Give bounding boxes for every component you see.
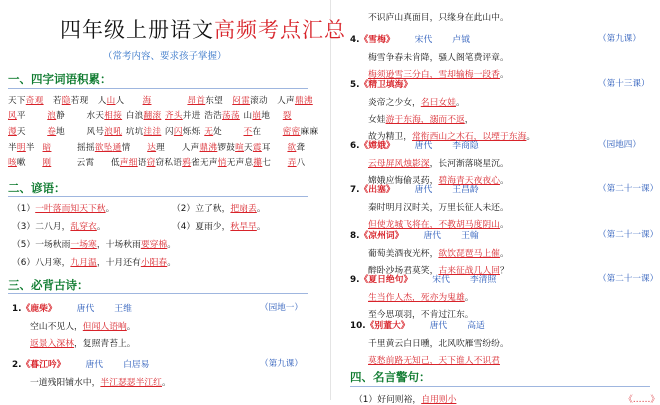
idiom-grid (8, 92, 322, 170)
poem-text: 女娃 (368, 115, 386, 125)
idiom-highlight: 洼洼 (143, 126, 162, 137)
poem-blank: 但闻人语响 (82, 322, 127, 332)
proverb-prefix: 二八月， (35, 222, 71, 232)
idiom-plain: 八 (296, 158, 306, 169)
idiom-plain: 聋 (296, 142, 306, 153)
idiom-plain: 风号 (86, 126, 105, 137)
poem-text: ， (464, 115, 474, 125)
poem-header (350, 272, 496, 285)
poem-number: 9. (350, 275, 360, 285)
proverb-blank: 乱穿衣 (70, 222, 97, 232)
poem-line (368, 246, 509, 259)
poem-number: 1. (12, 304, 22, 314)
poem-header (350, 182, 479, 195)
poem-header (350, 77, 412, 90)
idiom-plain: 水天 (86, 111, 105, 122)
idiom-plain: 地 (261, 111, 271, 122)
idiom-highlight: 咳 (8, 158, 17, 169)
proverb-number: （6） (12, 258, 36, 268)
poem-author: 王昌龄 (452, 185, 479, 195)
poem-text: 。 (526, 132, 536, 142)
idiom (8, 125, 47, 137)
poem-title: 《精卫填海》 (359, 80, 413, 90)
poem-title: 《嫦娥》 (359, 141, 395, 151)
poem-author: 高适 (467, 321, 485, 331)
poem-lesson: （园地一） (260, 303, 303, 313)
poem-line (368, 156, 509, 169)
poem-line (368, 290, 474, 303)
proverb-prefix: 立了秋， (195, 204, 231, 214)
poem-line (368, 95, 465, 108)
poem-text: 炎帝之少女， (368, 98, 421, 108)
poem-header (350, 228, 479, 241)
poem-text: 至今思项羽，不肯过江东。 (368, 310, 474, 320)
idiom (283, 109, 322, 121)
idiom-highlight: 齐头 (165, 111, 183, 122)
proverb-middle: ，十场秋雨 (96, 240, 141, 250)
idiom-row (8, 123, 322, 139)
idiom-highlight: 闷雷 (232, 95, 251, 106)
poem-author: 王维 (114, 304, 132, 314)
poem-dynasty: 唐代 (423, 231, 442, 241)
proverb-blank: 一叶落而知天下秋 (35, 204, 106, 214)
section-underline (350, 386, 650, 387)
idiom-highlight: 鼎沸 (199, 142, 218, 153)
idiom (126, 125, 165, 137)
idiom (218, 156, 254, 168)
idiom (147, 141, 182, 153)
proverb-tail: 。 (167, 258, 177, 268)
proverb-tail: 。 (96, 222, 106, 232)
idiom (232, 94, 277, 106)
idiom-plain: 并进 (182, 111, 201, 122)
poem-title: 《出塞》 (359, 185, 395, 195)
proverb-blank: 九月温 (70, 258, 97, 268)
poem-lesson: （第九课） (260, 359, 303, 369)
idiom (87, 125, 126, 137)
poem-number: 10. (350, 321, 366, 331)
poem-lesson: （第二十一课） (598, 274, 659, 284)
idiom (277, 94, 322, 106)
poem-text: 梅雪争春未肯降，骚人阁笔费评章。 (368, 53, 509, 63)
right-column (342, 0, 660, 405)
idiom-highlight: 奇观 (25, 95, 44, 106)
page-title (60, 14, 346, 44)
proverb-prefix: 一场秋雨 (35, 240, 71, 250)
poem-header (12, 357, 149, 370)
poem-header (350, 32, 470, 45)
poem-line (368, 112, 474, 125)
idiom-highlight: 鼎沸 (294, 95, 313, 106)
idiom-plain: 平 (16, 111, 26, 122)
idiom-highlight: 不 (243, 126, 253, 137)
poem-number: 8. (350, 231, 360, 241)
poem-text: 。 (464, 293, 474, 303)
idiom (253, 141, 288, 153)
idiom-highlight: 隐 (61, 95, 71, 106)
idiom-plain: 在 (252, 126, 262, 137)
poem-text: 。 (499, 176, 509, 186)
poem-blank: 梅须逊雪三分白，雪却输梅一段香 (368, 70, 500, 80)
quote-blank: 自用则小 (421, 395, 457, 405)
proverb-number: （3） (12, 222, 36, 232)
quote-number: （1） (354, 395, 378, 405)
poem-author: 李清照 (469, 275, 497, 285)
idiom (87, 109, 126, 121)
idiom (42, 156, 76, 168)
poem-blank: 返景入深林 (30, 339, 74, 349)
idiom-highlight: 裂 (282, 111, 292, 122)
poem-text: 千里黄云白日曛，北风吹雁雪纷纷。 (368, 339, 509, 349)
poem-text: 秦时明月汉时关，万里长征人未还。 (368, 203, 509, 213)
poem-header (12, 301, 132, 314)
poem-blank: 常衔西山之木石，以堙于东海 (412, 132, 527, 142)
poem-author: 王翰 (461, 231, 479, 241)
proverb-prefix: 夏雨少， (195, 222, 231, 232)
poem-dynasty: 唐代 (414, 141, 433, 151)
idiom-highlight: 欲坠 (94, 142, 113, 153)
idiom-plain: 理 (156, 142, 165, 153)
poem-header (350, 318, 485, 331)
poem-title: 《鹿柴》 (21, 304, 57, 314)
idiom (283, 125, 322, 137)
idiom (244, 109, 283, 121)
idiom-highlight: 卷 (47, 126, 57, 137)
section-underline (8, 293, 308, 294)
section-heading-poems: 三、必背古诗： (8, 278, 89, 292)
poem-blank: 半江瑟瑟半江红 (100, 378, 162, 388)
poem-author: 李商隐 (452, 141, 479, 151)
poem-blank: 碧海青天夜夜心 (438, 176, 500, 186)
poem-text: 嫦娥应悔偷灵药， (368, 176, 439, 186)
poem-blank: 名曰女娃 (420, 98, 456, 108)
proverb-middle: ，十月还有 (96, 258, 141, 268)
idiom (53, 94, 98, 106)
idiom-plain: 麻麻 (300, 126, 319, 137)
idiom (287, 141, 322, 153)
idiom-plain: 人声 (277, 95, 295, 106)
idiom-plain: 人声 (181, 142, 200, 153)
page-subtitle: （常考内容、要求孩子掌握） (103, 51, 227, 62)
idiom-plain: 人 (115, 95, 125, 106)
poem-number: 7. (350, 185, 360, 195)
proverb-item (172, 219, 266, 232)
column-divider (330, 0, 331, 400)
idiom (217, 141, 253, 153)
idiom (147, 156, 183, 168)
idiom (165, 109, 204, 121)
proverb-tail: 。 (167, 240, 177, 250)
poem-text: 葡萄美酒夜光杯， (368, 249, 439, 259)
idiom (288, 156, 322, 168)
poem-text: 故为精卫， (368, 132, 412, 142)
idiom (126, 109, 165, 121)
idiom-highlight: 震 (252, 142, 262, 153)
idiom-plain: 白浪 (125, 111, 144, 122)
idiom-plain: 雀无声 (191, 158, 218, 169)
idiom-plain: 若现 (70, 95, 89, 106)
poem-text: 。 (499, 249, 509, 259)
poem-line (368, 50, 509, 63)
proverb-number: （1） (12, 204, 36, 214)
proverb-number: （4） (172, 222, 196, 232)
idiom (253, 156, 287, 168)
poem-dynasty: 唐代 (76, 304, 95, 314)
idiom-plain: 滚动 (250, 95, 268, 106)
proverb-tail: 。 (256, 222, 266, 232)
proverb-blank: 一场寒 (70, 240, 97, 250)
idiom (43, 141, 78, 153)
idiom-plain: 人 (97, 95, 107, 106)
idiom (204, 109, 243, 121)
idiom-highlight: 声细 (119, 158, 138, 169)
idiom-plain: 七 (262, 158, 272, 169)
proverb-item (172, 201, 266, 214)
poem-dynasty: 唐代 (429, 321, 448, 331)
poem-title: 《凉州词》 (359, 231, 404, 241)
idiom-plain: 天下 (8, 95, 26, 106)
poem-blank: 古来征战几人回 (438, 266, 500, 276)
proverb-blank: 要穿棉 (140, 240, 168, 250)
idiom (8, 141, 43, 153)
poem-blank: 生当作人杰，死亦为鬼雄 (368, 293, 465, 303)
poem-dynasty: 宋代 (414, 35, 433, 45)
quote-line (354, 392, 456, 405)
idiom-highlight: 鸦 (182, 158, 192, 169)
idiom (47, 109, 86, 121)
poem-line (368, 336, 509, 349)
proverb-blank: 小阳春 (140, 258, 168, 268)
idiom (8, 94, 53, 106)
idiom-highlight: 喧 (235, 142, 245, 153)
proverb-blank: 把扇丢 (230, 204, 257, 214)
idiom-plain: 东望 (205, 95, 224, 106)
idiom (8, 156, 42, 168)
idiom (113, 141, 148, 153)
idiom-plain: 浩浩 (204, 111, 223, 122)
poem-line (30, 375, 171, 388)
idiom-highlight: 浪 (47, 111, 57, 122)
section-underline (8, 88, 308, 89)
idiom-highlight: 攥 (253, 158, 263, 169)
idiom-highlight: 荡荡 (222, 111, 240, 122)
idiom (187, 94, 232, 106)
poem-line (368, 353, 500, 366)
proverb-number: （2） (172, 204, 196, 214)
idiom (244, 125, 283, 137)
proverb-item (12, 237, 176, 250)
idiom-plain: 情 (121, 142, 131, 153)
idiom-highlight: 无 (204, 126, 214, 137)
poem-line (30, 319, 136, 332)
idiom-plain: 坑坑 (125, 126, 144, 137)
idiom (8, 109, 47, 121)
poem-text: 。 (456, 98, 465, 108)
poem-text: ，复照青苔上。 (74, 339, 136, 349)
poem-lesson: （园地四） (598, 140, 641, 150)
poem-text: 一道残阳铺水中， (30, 378, 101, 388)
idiom-highlight: 密密 (282, 126, 301, 137)
poem-header (350, 138, 479, 151)
idiom-highlight: 昂首 (187, 95, 206, 106)
idiom-highlight: 风 (8, 111, 17, 122)
idiom-plain: 半 (8, 142, 17, 153)
corner-text: 《……》 (624, 395, 660, 405)
idiom-highlight: 海 (142, 95, 152, 106)
idiom-plain: 无声息 (226, 158, 254, 169)
idiom-highlight: 刚 (42, 158, 52, 169)
idiom-row (8, 92, 322, 108)
poem-dynasty: 唐代 (85, 360, 104, 370)
idiom-highlight: 达 (147, 142, 157, 153)
idiom-highlight: 窃 (146, 158, 156, 169)
poem-text: ？ (499, 266, 509, 276)
section-heading-idioms: 一、四字词语积累： (8, 72, 112, 86)
idiom-highlight: 通 (112, 142, 122, 153)
poem-author: 白居易 (123, 360, 150, 370)
idiom-highlight: 悄 (217, 158, 227, 169)
idiom-highlight: 山 (106, 95, 116, 106)
idiom (77, 141, 113, 153)
idiom-highlight: 弄 (287, 158, 297, 169)
poem-text: 。 (499, 220, 509, 230)
idiom (111, 156, 147, 168)
idiom-highlight: 漫 (8, 126, 17, 137)
proverb-prefix: 八月寒， (35, 258, 71, 268)
idiom (47, 125, 86, 137)
title-black: 四年级上册语文 (60, 18, 214, 42)
poem-lesson: （第二十一课） (598, 184, 659, 194)
continued-poem-line: 不识庐山真面目，只缘身在此山中。 (368, 13, 509, 23)
poem-number: 2. (12, 360, 22, 370)
poem-lesson: （第二十一课） (598, 230, 659, 240)
idiom-plain: 半 (25, 142, 35, 153)
poem-title: 《暮江吟》 (21, 360, 66, 370)
idiom-highlight: 翻滚 (143, 111, 162, 122)
idiom-plain: 窃私语 (155, 158, 183, 169)
poem-number: 6. (350, 141, 360, 151)
poem-text: 空山不见人， (30, 322, 83, 332)
idiom-highlight: 欲 (287, 142, 297, 153)
poem-author: 卢钺 (452, 35, 470, 45)
poem-title: 《雪梅》 (359, 35, 395, 45)
proverb-tail: 。 (256, 204, 266, 214)
poem-text: ，长河渐落晓星沉。 (429, 159, 509, 169)
idiom-plain: 语 (137, 158, 147, 169)
idiom-plain: 静 (56, 111, 66, 122)
idiom-plain: 烁烁 (182, 126, 201, 137)
title-red: 高频考点汇总 (214, 18, 346, 42)
proverb-tail: 。 (105, 204, 115, 214)
idiom-highlight: 浪吼 (104, 126, 123, 137)
poem-blank: 莫愁前路无知己，天下谁人不识君 (368, 356, 500, 366)
idiom-plain: 耳 (261, 142, 271, 153)
idiom-plain: 处 (213, 126, 223, 137)
idiom-row (8, 154, 322, 170)
poem-blank: 云母屏风烛影深 (368, 159, 430, 169)
poem-blank: 游于东海，溺而不返 (385, 115, 465, 125)
idiom (165, 125, 204, 137)
poem-line (30, 336, 136, 349)
poem-text: 。 (126, 322, 136, 332)
idiom-highlight: 相接 (104, 111, 123, 122)
idiom-plain: 摇摇 (77, 142, 95, 153)
proverb-item (12, 219, 106, 232)
poem-lesson: （第九课） (598, 34, 641, 44)
idiom-highlight: 暗 (42, 142, 52, 153)
poem-lesson: （第十三课） (598, 79, 650, 89)
idiom-plain: 锣鼓 (217, 142, 236, 153)
poem-number: 4. (350, 35, 360, 45)
idiom-plain: 若 (52, 95, 62, 106)
idiom-plain: 天 (16, 126, 26, 137)
idiom-plain: 山 (243, 111, 253, 122)
idiom (98, 94, 143, 106)
section-underline (8, 196, 308, 197)
proverb-item (12, 201, 114, 214)
idiom-row (8, 139, 322, 155)
poem-line (368, 200, 509, 213)
proverb-blank: 秋旱早 (230, 222, 257, 232)
poem-text: 。 (161, 378, 171, 388)
poem-title: 《夏日绝句》 (359, 275, 413, 285)
proverb-number: （5） (12, 240, 36, 250)
poem-text: 。 (499, 70, 509, 80)
idiom-plain: 闪 (165, 126, 174, 137)
poem-number: 5. (350, 80, 360, 90)
poem-title: 《别董大》 (365, 321, 410, 331)
section-heading-proverbs: 二、谚语： (8, 181, 66, 195)
idiom-plain: 低 (110, 158, 120, 169)
poem-dynasty: 宋代 (432, 275, 450, 285)
proverb-item (12, 255, 176, 268)
idiom-highlight: 崩 (252, 111, 262, 122)
idiom-plain: 云霄 (76, 158, 95, 169)
poem-text: 醉卧沙场君莫笑， (368, 266, 439, 276)
idiom (143, 94, 188, 106)
poem-blank: 但使龙城飞将在，不教胡马度阴山 (368, 220, 500, 230)
idiom (77, 156, 111, 168)
idiom-highlight: 明 (16, 142, 26, 153)
idiom-highlight: 闪 (173, 126, 183, 137)
idiom-plain: 嗽 (16, 158, 26, 169)
poem-blank: 欲饮琵琶马上催 (438, 249, 500, 259)
quote-prefix: 好问则裕， (377, 395, 422, 405)
section-heading-quotes: 四、名言警句： (350, 370, 431, 384)
idiom-plain: 地 (56, 126, 66, 137)
poem-dynasty: 唐代 (414, 185, 433, 195)
idiom-plain: 天 (244, 142, 253, 153)
idiom (204, 125, 243, 137)
idiom (182, 156, 218, 168)
idiom-row (8, 108, 322, 124)
idiom (182, 141, 218, 153)
